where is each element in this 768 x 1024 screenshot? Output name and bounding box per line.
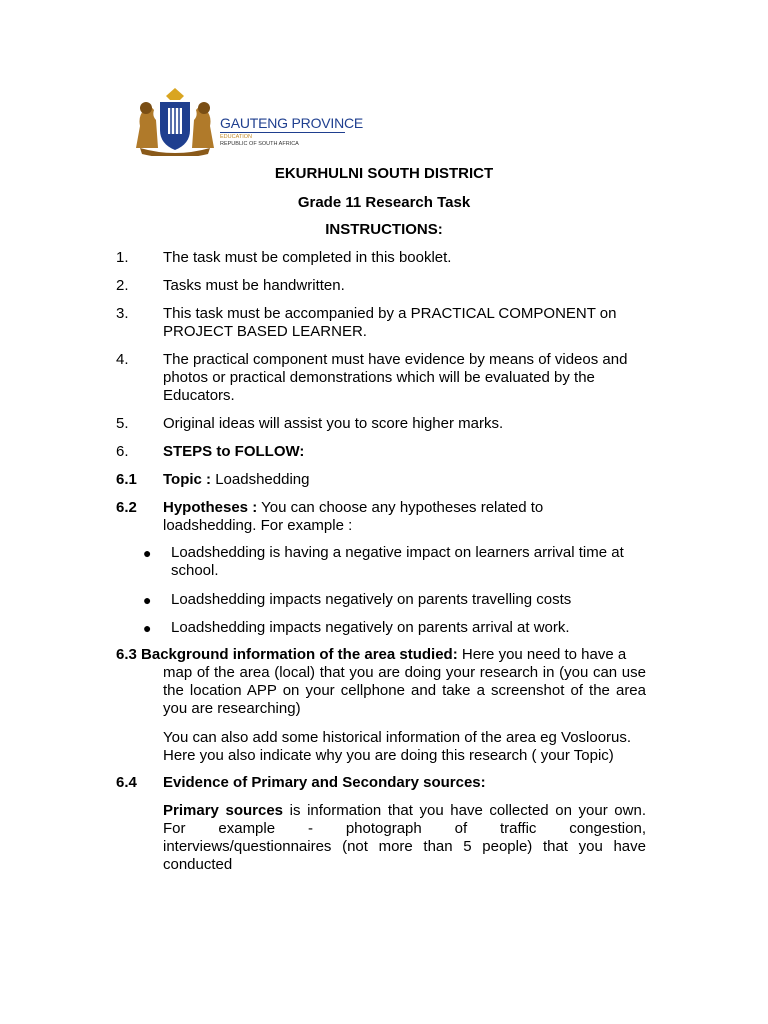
step-background-para2: You can also add some historical information of the area eg Vosloorus. Here you also indicate why you are doing this research ( your Topic) <box>163 729 632 764</box>
step-number: 6.4 <box>116 774 137 791</box>
step-text: Loadshedding <box>215 471 310 488</box>
step-hypotheses <box>163 499 583 535</box>
step-background-text: map of the area (local) that you are doing your research in (you can use the location APP on your cellphone and take a screenshot of the area you are researching) <box>163 664 646 717</box>
primary-sources-label: Primary sources <box>163 802 284 819</box>
logo-subtitle-education: EDUCATION <box>220 134 252 140</box>
gauteng-logo <box>130 86 364 156</box>
district-heading: EKURHULNI SOUTH DISTRICT <box>274 165 494 182</box>
item-text: The task must be completed in this booklet. <box>163 249 452 266</box>
item-number: 1. <box>116 249 129 266</box>
step-label: 6.3 Background information of the area studied: <box>116 646 458 663</box>
step-sources-heading: Evidence of Primary and Secondary sources: <box>163 774 486 791</box>
steps-heading: STEPS to FOLLOW: <box>163 443 305 460</box>
primary-sources-text <box>163 802 646 874</box>
step-label: Hypotheses : <box>163 499 258 516</box>
bullet-icon: ● <box>143 592 152 608</box>
item-text: The practical component must have evidence by means of videos and photos or practical demonstrations which will be evaluated by the Educators. <box>163 351 628 404</box>
item-number: 6. <box>116 443 129 460</box>
logo-title: GAUTENG PROVINCE <box>220 115 364 131</box>
task-heading: Grade 11 Research Task <box>297 194 471 211</box>
bullet-text: Loadshedding impacts negatively on parents arrival at work. <box>171 619 570 636</box>
primary-sources-body: is information that you have collected on your own. For example - photograph of traffic congestion, interviews/questionnaires (not more than 5 people) that you have conducted <box>163 802 646 873</box>
logo-subtitle-country: REPUBLIC OF SOUTH AFRICA <box>220 141 299 147</box>
item-text: This task must be accompanied by a PRACTICAL COMPONENT on PROJECT BASED LEARNER. <box>163 305 617 340</box>
bullet-icon: ● <box>143 545 152 561</box>
instructions-heading: INSTRUCTIONS: <box>325 221 443 238</box>
item-text: Tasks must be handwritten. <box>163 277 345 294</box>
bullet-text: Loadshedding impacts negatively on parents travelling costs <box>171 591 572 608</box>
item-text: Original ideas will assist you to score higher marks. <box>163 415 504 432</box>
step-number: 6.2 <box>116 499 137 516</box>
step-topic <box>163 471 653 489</box>
coat-of-arms-icon <box>130 86 220 156</box>
step-background-first-line <box>116 646 651 664</box>
step-label: Topic : <box>163 471 212 488</box>
bullet-icon: ● <box>143 620 152 636</box>
item-number: 3. <box>116 305 129 322</box>
step-number: 6.1 <box>116 471 137 488</box>
step-text: Here you need to have a <box>461 646 627 663</box>
bullet-text: Loadshedding is having a negative impact on learners arrival time at school. <box>171 544 624 579</box>
item-number: 5. <box>116 415 129 432</box>
logo-text <box>220 86 364 156</box>
item-number: 2. <box>116 277 129 294</box>
step-text: You can choose any hypotheses related to loadshedding. For example : <box>163 499 544 534</box>
logo-divider <box>220 132 345 133</box>
item-number: 4. <box>116 351 129 368</box>
